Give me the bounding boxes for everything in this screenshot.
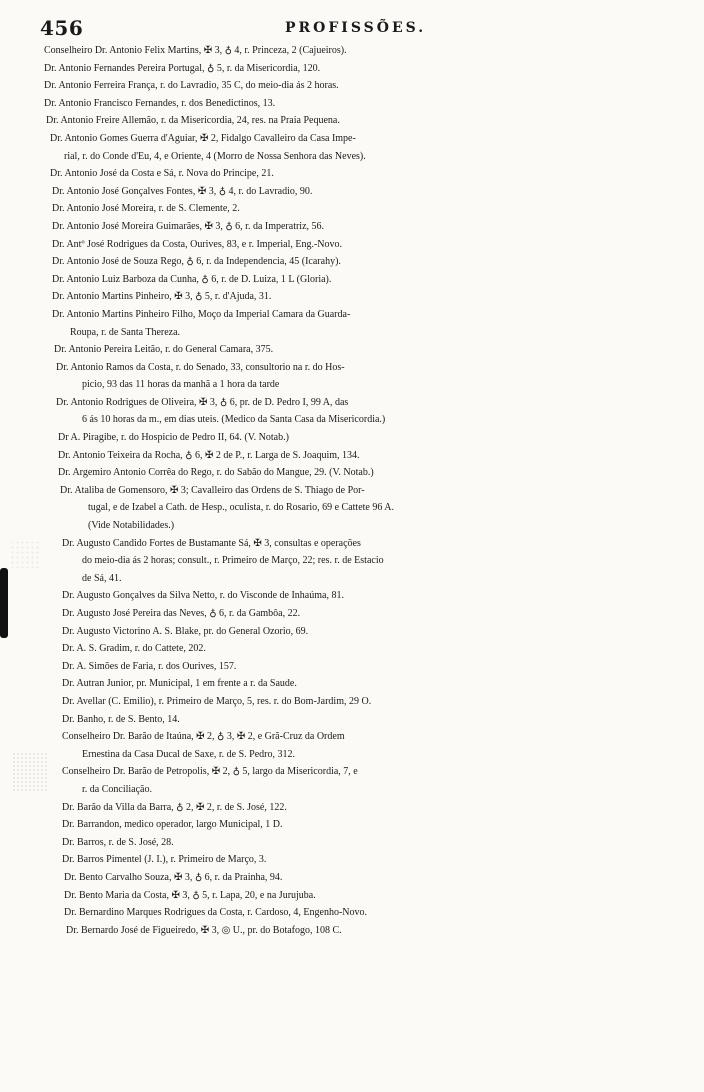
directory-entry — [0, 429, 704, 447]
entry-line: Dr. Barros Pimentel (J. I.), r. Primeiro de Março, 3. — [62, 854, 267, 866]
entry-line: Dr. Antonio José Moreira Guimarães, ✠ 3, ♁ 6, r. da Imperatriz, 56. — [52, 220, 325, 232]
entry-continuation-line: do meio-dia ás 2 horas; consult., r. Primeiro de Março, 22; res. r. de Estacio — [82, 555, 384, 567]
directory-entry — [0, 922, 704, 940]
directory-entry — [0, 77, 704, 95]
entry-line: Dr. Banho, r. de S. Bento, 14. — [62, 713, 180, 725]
entry-line: Dr. Barrandon, medico operador, largo Municipal, 1 D. — [62, 819, 283, 831]
directory-entry — [0, 904, 704, 922]
entry-line: Dr. Antonio José Moreira, r. de S. Clemente, 2. — [52, 203, 240, 215]
entry-line: Dr. Augusto Candido Fortes de Bustamante Sá, ✠ 3, consultas e operações — [62, 537, 361, 549]
running-title: PROFISSÕES. — [285, 20, 427, 36]
entry-continuation-line: Roupa, r. de Santa Thereza. — [70, 326, 181, 338]
directory-entry — [0, 394, 704, 429]
directory-entry — [0, 675, 704, 693]
entry-line: Dr. Antonio José da Costa e Sá, r. Nova do Principe, 21. — [50, 168, 274, 180]
entry-line: Dr. Antonio Freire Allemão, r. da Misericordia, 24, res. na Praia Pequena. — [46, 115, 340, 127]
directory-entry — [0, 763, 704, 798]
entry-continuation-line: Ernestina da Casa Ducal de Saxe, r. de S. Pedro, 312. — [82, 748, 296, 760]
directory-entry — [0, 623, 704, 641]
directory-entry — [0, 218, 704, 236]
entry-line: Dr. Antonio Fernandes Pereira Portugal, ♁ 5, r. da Misericordia, 120. — [44, 62, 321, 74]
directory-entry — [0, 851, 704, 869]
entry-line: Dr. Autran Junior, pr. Municipal, 1 em frente a r. da Saude. — [62, 678, 297, 690]
directory-entry — [0, 288, 704, 306]
directory-entry — [0, 341, 704, 359]
directory-entry — [0, 711, 704, 729]
page-number: 456 — [40, 16, 84, 40]
entry-line: Dr. A. Simões de Faria, r. dos Ourives, 157. — [62, 660, 237, 672]
directory-entry — [0, 271, 704, 289]
entry-line: Dr. Antonio Francisco Fernandes, r. dos Benedictinos, 13. — [44, 97, 276, 109]
entry-line: Dr. Bento Carvalho Souza, ✠ 3, ♁ 6, r. da Prainha, 94. — [64, 871, 283, 883]
entry-continuation-line: picio, 93 das 11 horas da manhã a 1 hora da tarde — [82, 379, 280, 391]
entry-line: Dr. Antonio Rodrigues de Oliveira, ✠ 3, ♁ 6, pr. de D. Pedro I, 99 A, das — [56, 396, 349, 408]
entry-line: Dr. Argemiro Antonio Corrêa do Rego, r. do Sabão do Mangue, 29. (V. Notab.) — [58, 467, 374, 479]
entry-line: Dr. Antonio Luiz Barboza da Cunha, ♁ 6, r. de D. Luiza, 1 L (Gloria). — [52, 273, 332, 285]
entry-line: Dr. Augusto Gonçalves da Silva Netto, r. do Visconde de Inhaúma, 81. — [62, 590, 344, 602]
entry-line: Dr. Ataliba de Gomensoro, ✠ 3; Cavalleiro das Ordens de S. Thiago de Por- — [60, 484, 365, 496]
page-header — [40, 16, 692, 40]
directory-entry — [0, 200, 704, 218]
entry-line: Dr. Augusto Victorino A. S. Blake, pr. do General Ozorio, 69. — [62, 625, 309, 637]
entry-line: Dr. Antº José Rodrigues da Costa, Ourives, 83, e r. Imperial, Eng.-Novo. — [52, 238, 343, 250]
directory-entry — [0, 640, 704, 658]
entry-line: Dr. Antonio Pereira Leitão, r. do General Camara, 375. — [54, 344, 274, 356]
directory-entry — [0, 464, 704, 482]
entry-line: Dr. Barão da Villa da Barra, ♁ 2, ✠ 2, r. de S. José, 122. — [62, 801, 287, 813]
entry-line: Dr A. Piragibe, r. do Hospicio de Pedro II, 64. (V. Notab.) — [58, 432, 289, 444]
directory-entry — [0, 112, 704, 130]
entry-continuation-line: (Vide Notabilidades.) — [88, 520, 175, 532]
directory-entry — [0, 183, 704, 201]
entry-line: Dr. Antonio José Gonçalves Fontes, ✠ 3, ♁ 4, r. do Lavradio, 90. — [52, 185, 313, 197]
entry-line: Conselheiro Dr. Barão de Petropolis, ✠ 2, ♁ 5, largo da Misericordia, 7, e — [62, 766, 358, 778]
directory-entries — [0, 42, 704, 939]
directory-entry — [0, 447, 704, 465]
entry-line: Dr. Barros, r. de S. José, 28. — [62, 836, 174, 848]
entry-line: Conselheiro Dr. Barão de Itaúna, ✠ 2, ♁ 3, ✠ 2, e Grã-Cruz da Ordem — [62, 731, 345, 743]
entry-line: Conselheiro Dr. Antonio Felix Martins, ✠ 3, ♁ 4, r. Princeza, 2 (Cajueiros). — [44, 45, 347, 56]
directory-entry — [0, 535, 704, 588]
directory-entry — [0, 306, 704, 341]
directory-entry — [0, 236, 704, 254]
directory-entry — [0, 799, 704, 817]
entry-continuation-line: tugal, e de Izabel a Cath. de Hesp., oculista, r. do Rosario, 69 e Cattete 96 A. — [88, 502, 395, 514]
entry-continuation-line: de Sá, 41. — [82, 572, 122, 584]
entry-line: Dr. Avellar (C. Emilio), r. Primeiro de Março, 5, res. r. do Bom-Jardim, 29 O. — [62, 695, 372, 707]
directory-entry — [0, 482, 704, 535]
entry-line: Dr. Antonio José de Souza Rego, ♁ 6, r. da Independencia, 45 (Icarahy). — [52, 256, 341, 268]
entry-line: Dr. Bento Maria da Costa, ✠ 3, ♁ 5, r. Lapa, 20, e na Jurujuba. — [64, 889, 316, 901]
entry-line: Dr. Antonio Martins Pinheiro Filho, Moço da Imperial Camara da Guarda- — [52, 308, 351, 320]
entry-line: Dr. Bernardino Marques Rodrigues da Costa, r. Cardoso, 4, Engenho-Novo. — [64, 907, 368, 919]
entry-line: Dr. Augusto José Pereira das Neves, ♁ 6, r. da Gambôa, 22. — [62, 608, 301, 619]
directory-entry — [0, 693, 704, 711]
entry-line: Dr. Antonio Gomes Guerra d'Aguiar, ✠ 2, Fidalgo Cavalleiro da Casa Impe- — [50, 132, 356, 144]
entry-continuation-line: r. da Conciliação. — [82, 783, 152, 795]
entry-line: Dr. A. S. Gradim, r. do Cattete, 202. — [62, 643, 206, 655]
directory-entry — [0, 816, 704, 834]
entry-line: Dr. Antonio Ferreira França, r. do Lavradio, 35 C, do meio-dia ás 2 horas. — [44, 80, 339, 92]
directory-entry — [0, 658, 704, 676]
entry-line: Dr. Bernardo José de Figueiredo, ✠ 3, ◎ U., pr. do Botafogo, 108 C. — [66, 924, 342, 936]
directory-entry — [0, 605, 704, 623]
directory-entry — [0, 359, 704, 394]
directory-entry — [0, 728, 704, 763]
directory-entry — [0, 869, 704, 887]
entry-line: Dr. Antonio Teixeira da Rocha, ♁ 6, ✠ 2 de P., r. Larga de S. Joaquim, 134. — [58, 449, 360, 461]
directory-entry — [0, 587, 704, 605]
directory-entry — [0, 834, 704, 852]
entry-continuation-line: 6 ás 10 horas da m., em dias uteis. (Medico da Santa Casa da Misericordia.) — [82, 414, 386, 426]
directory-entry — [0, 130, 704, 165]
entry-continuation-line: rial, r. do Conde d'Eu, 4, e Oriente, 4 (Morro de Nossa Senhora das Neves). — [64, 150, 366, 162]
directory-entry — [0, 887, 704, 905]
entry-line: Dr. Antonio Martins Pinheiro, ✠ 3, ♁ 5, r. d'Ajuda, 31. — [52, 291, 272, 303]
directory-entry — [0, 95, 704, 113]
entry-line: Dr. Antonio Ramos da Costa, r. do Senado, 33, consultorio na r. do Hos- — [56, 361, 345, 373]
directory-entry — [0, 165, 704, 183]
directory-entry — [0, 253, 704, 271]
directory-entry — [0, 60, 704, 78]
directory-entry — [0, 42, 704, 60]
